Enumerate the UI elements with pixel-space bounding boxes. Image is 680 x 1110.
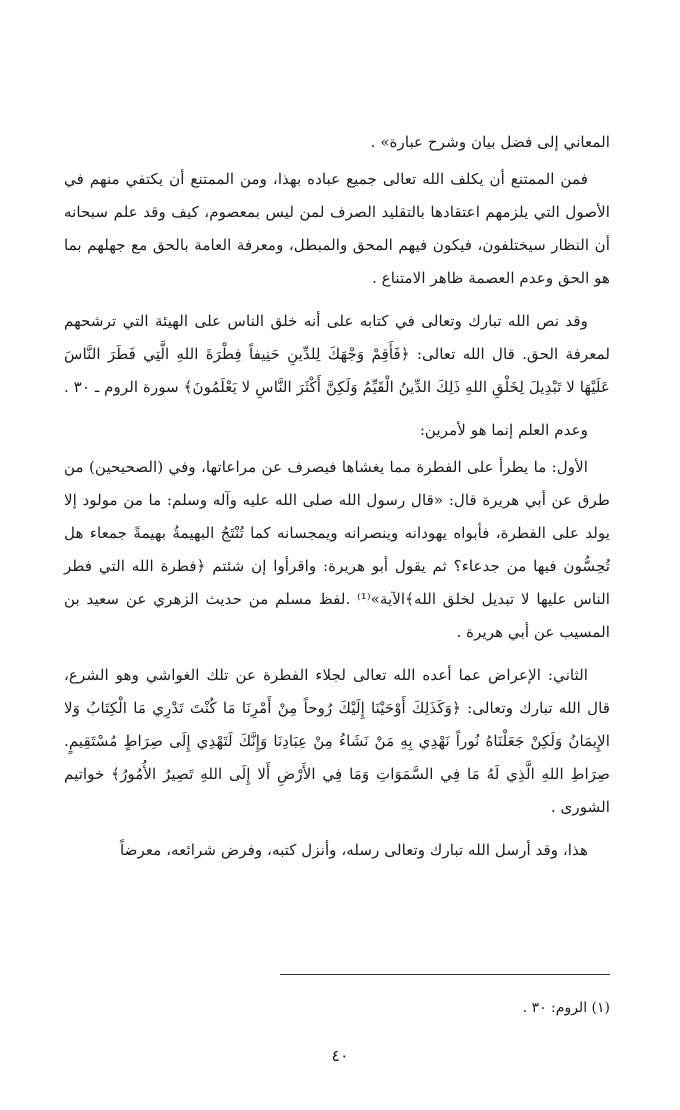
paragraph-4: وعدم العلم إنما هو لأمرين: <box>419 421 588 439</box>
paragraph-3: وقد نص الله تبارك وتعالى في كتابه على أنه خلق الناس على الهيئة التي ترشحهم لمعرفة الحق. قال الله تعالى: ﴿فَأَقِمْ وَجْهَكَ لِلدِّينِ حَنِيفاً فِطْرَةَ اللهِ الَّتِي فَطَرَ النَّاسَ عَلَيْهَا لا تَبْدِيلَ لِخَلْقِ اللهِ ذَلِكَ الدِّينُ الْقَيِّمُ وَلَكِنَّ أَكْثَرَ النَّاسِ لا يَعْلَمُونَ﴾ سورة الروم ـ ٣٠ . <box>64 312 610 396</box>
body-text <box>64 126 610 877</box>
footnote-divider <box>280 974 610 975</box>
paragraph-2: فمن الممتنع أن يكلف الله تعالى جميع عباده بهذا، ومن الممتنع أن يكتفي منهم في الأصول التي يلزمهم اعتقادها بالتقليد الصرف لمن ليس بمعصوم، كيف وقد علم سبحانه أن النظار سيختلفون، فيكون فيهم المحق والمبطل، ومعرفة العامة بالحق مع جهلهم بما هو الحق وعدم العصمة ظاهر الامتناع . <box>64 170 610 287</box>
paragraph-7: هذا، وقد أرسل الله تبارك وتعالى رسله، وأنزل كتبه، وفرض شرائعه، معرضاً <box>119 841 588 859</box>
paragraph-1: المعاني إلى فضل بيان وشرح عبارة» . <box>370 133 610 151</box>
paragraph-6: الثاني: الإعراض عما أعده الله تعالى لجلاء الفطرة عن تلك الغواشي وهو الشرع، قال الله تبارك وتعالى: ﴿وَكَذَلِكَ أَوْحَيْنَا إِلَيْكَ رُوحاً مِنْ أَمْرِنَا مَا كُنْتَ تَدْرِي مَا الْكِتَابُ وَلا الإِيمَانُ وَلَكِنْ جَعَلْنَاهُ نُوراً نَهْدِي بِهِ مَنْ نَشَاءُ مِنْ عِبَادِنَا وَإِنَّكَ لَتَهْدِي إِلَى صِرَاطٍ مُسْتَقِيمٍ. صِرَاطِ اللهِ الَّذِي لَهُ مَا فِي السَّمَوَاتِ وَمَا فِي الأَرْضِ أَلا إِلَى اللهِ تَصِيرُ الأُمُورُ﴾ خواتيم الشورى . <box>64 666 610 816</box>
footnote: (١) الروم: ٣٠ . <box>522 1000 610 1016</box>
paragraph-5: الأول: ما يطرأ على الفطرة مما يغشاها فيصرف عن مراعاتها، وفي (الصحيحين) من طرق عن أبي هريرة قال: «قال رسول الله صلى الله عليه وآله وسلم: ما من مولود إلا يولد على الفطرة، فأبواه يهودانه وينصرانه ويمجسانه كما تُنْتَجُ البهيمةُ بهيمةً جمعاء هل تُحِسُّون فيها من جدعاء؟ ثم يقول أبو هريرة: واقرأوا إن شئتم ﴿فطرة الله التي فطر الناس عليها لا تبديل لخلق الله﴾الآية»⁽¹⁾ .لفظ مسلم من حديث الزهري عن سعيد بن المسيب عن أبي هريرة . <box>64 458 610 641</box>
page-number: ٤٠ <box>331 1046 349 1065</box>
